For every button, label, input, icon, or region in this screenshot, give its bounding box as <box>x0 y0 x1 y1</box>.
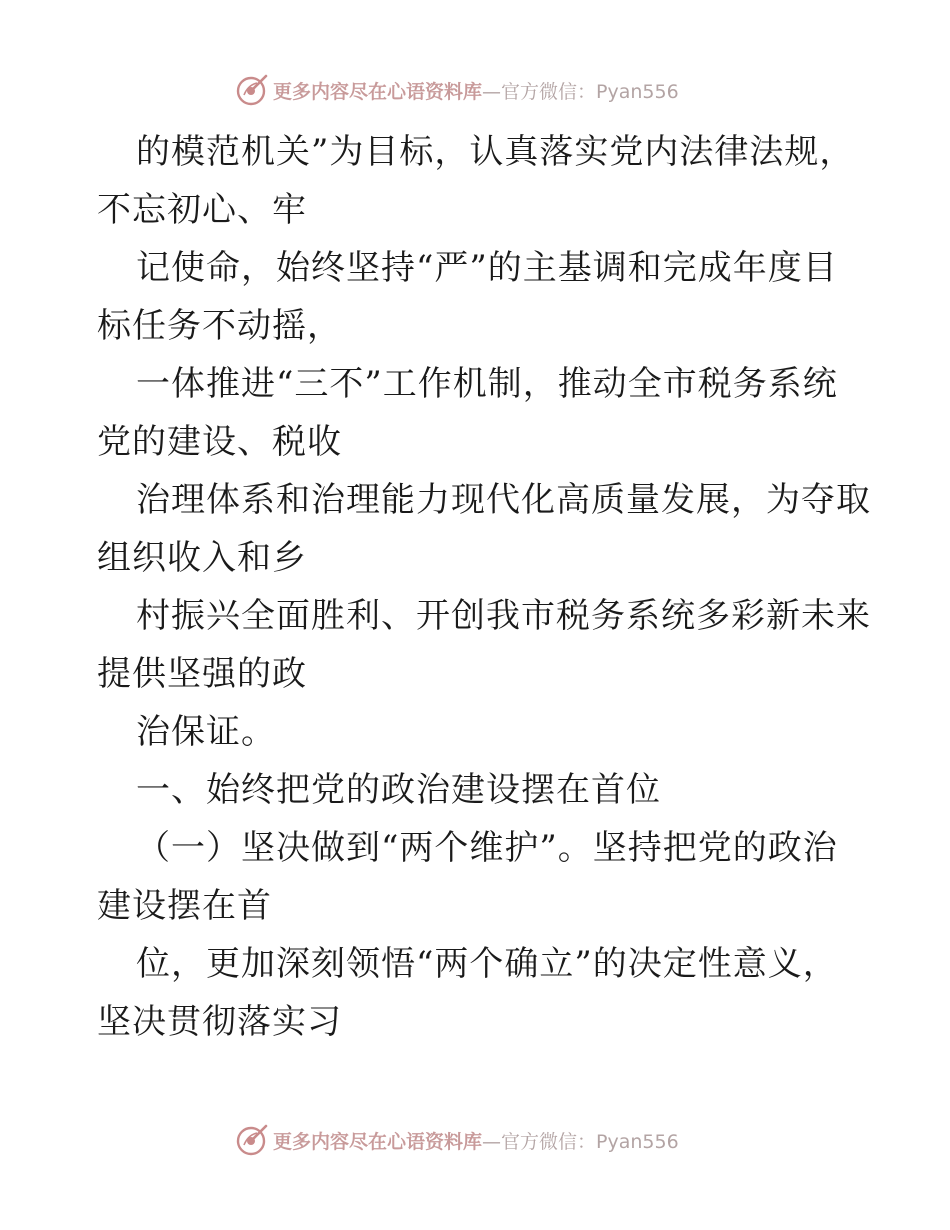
paragraph-line: 党的建设、税收 <box>97 422 342 462</box>
paragraph-line: 坚决贯彻落实习 <box>97 1002 342 1042</box>
header-watermark <box>235 73 679 107</box>
pen-logo-icon <box>235 73 269 107</box>
paragraph-line: 建设摆在首 <box>97 886 272 926</box>
footer-watermark <box>235 1123 679 1157</box>
paragraph <box>97 239 857 355</box>
paragraph-line: 位，更加深刻领悟“两个确立”的决定性意义， <box>136 944 838 984</box>
paragraph <box>97 471 871 587</box>
watermark-contact-text: —官方微信：Pyan556 <box>482 1130 679 1153</box>
paragraph-line: 提供坚强的政 <box>97 654 307 694</box>
paragraph <box>97 935 857 1051</box>
paragraph-line: 治理体系和治理能力现代化高质量发展，为夺取 <box>136 480 871 520</box>
paragraph-line: （一）坚决做到“两个维护”。坚持把党的政治 <box>136 828 838 868</box>
paragraph-line: 村振兴全面胜利、开创我市税务系统多彩新未来 <box>136 596 871 636</box>
paragraph <box>97 703 857 761</box>
watermark-lead-text: 更多内容尽在心语资料库 <box>273 1130 483 1153</box>
paragraph-line: 一体推进“三不”工作机制，推动全市税务系统 <box>136 364 838 404</box>
paragraph <box>97 123 857 239</box>
pen-logo-icon <box>235 1123 269 1157</box>
heading-line: 一、始终把党的政治建设摆在首位 <box>136 770 661 810</box>
section-heading <box>97 761 857 819</box>
paragraph-line: 治保证。 <box>136 712 276 752</box>
document-body <box>97 123 871 1051</box>
paragraph-line: 记使命，始终坚持“严”的主基调和完成年度目 <box>136 248 838 288</box>
paragraph-line: 标任务不动摇， <box>97 306 342 346</box>
paragraph <box>97 587 871 703</box>
watermark-contact-text: —官方微信：Pyan556 <box>482 80 679 103</box>
paragraph <box>97 819 857 935</box>
watermark-lead-text: 更多内容尽在心语资料库 <box>273 80 483 103</box>
paragraph-line: 组织收入和乡 <box>97 538 307 578</box>
paragraph-line: 的模范机关”为目标，认真落实党内法律法规， <box>136 132 855 172</box>
paragraph <box>97 355 857 471</box>
paragraph-line: 不忘初心、牢 <box>97 190 307 230</box>
